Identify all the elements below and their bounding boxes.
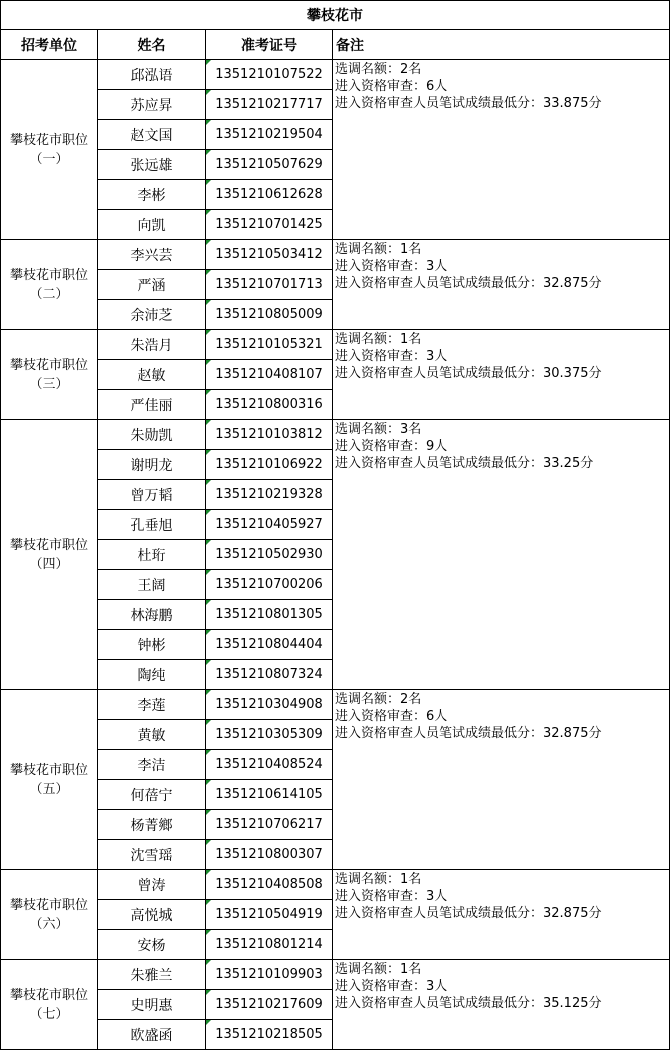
remark-line: 选调名额：1名	[335, 242, 422, 257]
candidate-name-cell[interactable]: 谢明龙	[98, 450, 206, 480]
exam-number-cell[interactable]: 1351210614105	[206, 780, 333, 810]
candidate-name-cell[interactable]: 林海鹏	[98, 600, 206, 630]
candidate-name-cell[interactable]: 严佳丽	[98, 390, 206, 420]
unit-number: （七）	[29, 1006, 69, 1022]
exam-number-cell[interactable]: 1351210107522	[206, 60, 333, 90]
unit-name: 攀枝花市职位	[9, 357, 88, 373]
exam-number-cell[interactable]: 1351210405927	[206, 510, 333, 540]
remark-line: 进入资格审查人员笔试成绩最低分：33.875分	[335, 96, 602, 111]
exam-number-cell[interactable]: 1351210800307	[206, 840, 333, 870]
unit-name: 攀枝花市职位	[9, 537, 88, 553]
candidate-name-cell[interactable]: 孔垂旭	[98, 510, 206, 540]
candidate-name-cell[interactable]: 余沛芝	[98, 300, 206, 330]
header-unit[interactable]: 招考单位	[1, 30, 98, 60]
unit-cell[interactable]	[1, 690, 98, 870]
remark-line: 选调名额：1名	[335, 962, 422, 977]
candidate-name-cell[interactable]: 邱泓语	[98, 60, 206, 90]
remark-cell[interactable]	[333, 240, 670, 330]
remark-cell[interactable]	[333, 420, 670, 690]
exam-number-cell[interactable]: 1351210105321	[206, 330, 333, 360]
candidate-name-cell[interactable]: 李彬	[98, 180, 206, 210]
table-title[interactable]: 攀枝花市	[1, 1, 670, 30]
table-row	[1, 330, 670, 360]
unit-cell[interactable]	[1, 60, 98, 240]
header-name[interactable]: 姓名	[98, 30, 206, 60]
remark-line: 选调名额：1名	[335, 872, 422, 887]
exam-number-cell[interactable]: 1351210800316	[206, 390, 333, 420]
candidate-name-cell[interactable]: 何蓓宁	[98, 780, 206, 810]
remark-line: 选调名额：3名	[335, 422, 422, 437]
exam-number-cell[interactable]: 1351210507629	[206, 150, 333, 180]
exam-number-cell[interactable]: 1351210701425	[206, 210, 333, 240]
remark-line: 进入资格审查人员笔试成绩最低分：32.875分	[335, 906, 602, 921]
unit-cell[interactable]	[1, 420, 98, 690]
unit-name: 攀枝花市职位	[9, 987, 88, 1003]
exam-number-cell[interactable]: 1351210408508	[206, 870, 333, 900]
remark-line: 进入资格审查：3人	[335, 979, 448, 994]
remark-line: 进入资格审查人员笔试成绩最低分：32.875分	[335, 726, 602, 741]
header-row	[1, 30, 670, 60]
remark-line: 选调名额：2名	[335, 62, 422, 77]
exam-number-cell[interactable]: 1351210304908	[206, 690, 333, 720]
candidate-name-cell[interactable]: 李莲	[98, 690, 206, 720]
remark-line: 选调名额：2名	[335, 692, 422, 707]
unit-number: （五）	[29, 781, 69, 797]
candidate-name-cell[interactable]: 黄敏	[98, 720, 206, 750]
unit-cell[interactable]	[1, 330, 98, 420]
header-remark[interactable]: 备注	[333, 30, 670, 60]
exam-number-cell[interactable]: 1351210219504	[206, 120, 333, 150]
exam-number-cell[interactable]: 1351210805009	[206, 300, 333, 330]
candidate-name-cell[interactable]: 李兴芸	[98, 240, 206, 270]
candidate-name-cell[interactable]: 朱勋凯	[98, 420, 206, 450]
candidate-name-cell[interactable]: 钟彬	[98, 630, 206, 660]
candidate-name-cell[interactable]: 张远雄	[98, 150, 206, 180]
remark-line: 进入资格审查人员笔试成绩最低分：32.875分	[335, 276, 602, 291]
candidate-name-cell[interactable]: 严涵	[98, 270, 206, 300]
candidate-name-cell[interactable]: 欧盛函	[98, 1020, 206, 1050]
unit-name: 攀枝花市职位	[9, 762, 88, 778]
unit-number: （三）	[29, 376, 69, 392]
unit-cell[interactable]	[1, 960, 98, 1050]
remark-line: 进入资格审查：3人	[335, 889, 448, 904]
exam-number-cell[interactable]: 1351210807324	[206, 660, 333, 690]
exam-number-cell[interactable]: 1351210801214	[206, 930, 333, 960]
unit-cell[interactable]	[1, 240, 98, 330]
remark-cell[interactable]	[333, 60, 670, 240]
exam-number-cell[interactable]: 1351210408524	[206, 750, 333, 780]
exam-number-cell[interactable]: 1351210700206	[206, 570, 333, 600]
exam-number-cell[interactable]: 1351210218505	[206, 1020, 333, 1050]
exam-number-cell[interactable]: 1351210502930	[206, 540, 333, 570]
remark-cell[interactable]	[333, 330, 670, 420]
table-row	[1, 870, 670, 900]
remark-line: 选调名额：1名	[335, 332, 422, 347]
candidate-name-cell[interactable]: 曾涛	[98, 870, 206, 900]
exam-number-cell[interactable]: 1351210801305	[206, 600, 333, 630]
table-row	[1, 690, 670, 720]
remark-line: 进入资格审查：9人	[335, 439, 448, 454]
candidate-name-cell[interactable]: 高悦城	[98, 900, 206, 930]
candidate-name-cell[interactable]: 陶纯	[98, 660, 206, 690]
unit-number: （四）	[29, 556, 69, 572]
unit-cell[interactable]	[1, 870, 98, 960]
exam-number-cell[interactable]: 1351210804404	[206, 630, 333, 660]
remark-cell[interactable]	[333, 960, 670, 1050]
remark-line: 进入资格审查：3人	[335, 259, 448, 274]
exam-number-cell[interactable]: 1351210217717	[206, 90, 333, 120]
candidate-name-cell[interactable]: 安杨	[98, 930, 206, 960]
unit-number: （六）	[29, 916, 69, 932]
candidate-name-cell[interactable]: 史明惠	[98, 990, 206, 1020]
candidate-name-cell[interactable]: 朱雅兰	[98, 960, 206, 990]
candidate-name-cell[interactable]: 王阔	[98, 570, 206, 600]
header-exam-no[interactable]: 准考证号	[206, 30, 333, 60]
exam-number-cell[interactable]: 1351210305309	[206, 720, 333, 750]
exam-number-cell[interactable]: 1351210701713	[206, 270, 333, 300]
exam-number-cell[interactable]: 1351210503412	[206, 240, 333, 270]
exam-number-cell[interactable]: 1351210109903	[206, 960, 333, 990]
remark-line: 进入资格审查人员笔试成绩最低分：35.125分	[335, 996, 602, 1011]
candidate-name-cell[interactable]: 向凯	[98, 210, 206, 240]
candidate-name-cell[interactable]: 杨菁鄉	[98, 810, 206, 840]
candidate-name-cell[interactable]: 曾万韬	[98, 480, 206, 510]
exam-number-cell[interactable]: 1351210219328	[206, 480, 333, 510]
unit-number: （二）	[29, 286, 69, 302]
remark-line: 进入资格审查人员笔试成绩最低分：33.25分	[335, 456, 594, 471]
exam-number-cell[interactable]: 1351210504919	[206, 900, 333, 930]
exam-number-cell[interactable]: 1351210103812	[206, 420, 333, 450]
exam-number-cell[interactable]: 1351210106922	[206, 450, 333, 480]
table-row	[1, 240, 670, 270]
candidate-name-cell[interactable]: 沈雪瑶	[98, 840, 206, 870]
candidate-name-cell[interactable]: 赵敏	[98, 360, 206, 390]
unit-name: 攀枝花市职位	[9, 132, 88, 148]
remark-line: 进入资格审查人员笔试成绩最低分：30.375分	[335, 366, 602, 381]
candidate-name-cell[interactable]: 李洁	[98, 750, 206, 780]
candidate-name-cell[interactable]: 赵文国	[98, 120, 206, 150]
remark-cell[interactable]	[333, 870, 670, 960]
remark-line: 进入资格审查：6人	[335, 79, 448, 94]
candidate-name-cell[interactable]: 朱浩月	[98, 330, 206, 360]
table-row	[1, 60, 670, 90]
table-row	[1, 420, 670, 450]
exam-number-cell[interactable]: 1351210612628	[206, 180, 333, 210]
remark-line: 进入资格审查：6人	[335, 709, 448, 724]
table-row	[1, 960, 670, 990]
candidate-name-cell[interactable]: 杜珩	[98, 540, 206, 570]
remark-cell[interactable]	[333, 690, 670, 870]
unit-name: 攀枝花市职位	[9, 267, 88, 283]
exam-number-cell[interactable]: 1351210408107	[206, 360, 333, 390]
exam-number-cell[interactable]: 1351210706217	[206, 810, 333, 840]
unit-name: 攀枝花市职位	[9, 897, 88, 913]
title-row	[1, 1, 670, 30]
unit-number: （一）	[29, 151, 69, 167]
candidate-name-cell[interactable]: 苏应昇	[98, 90, 206, 120]
remark-line: 进入资格审查：3人	[335, 349, 448, 364]
exam-number-cell[interactable]: 1351210217609	[206, 990, 333, 1020]
